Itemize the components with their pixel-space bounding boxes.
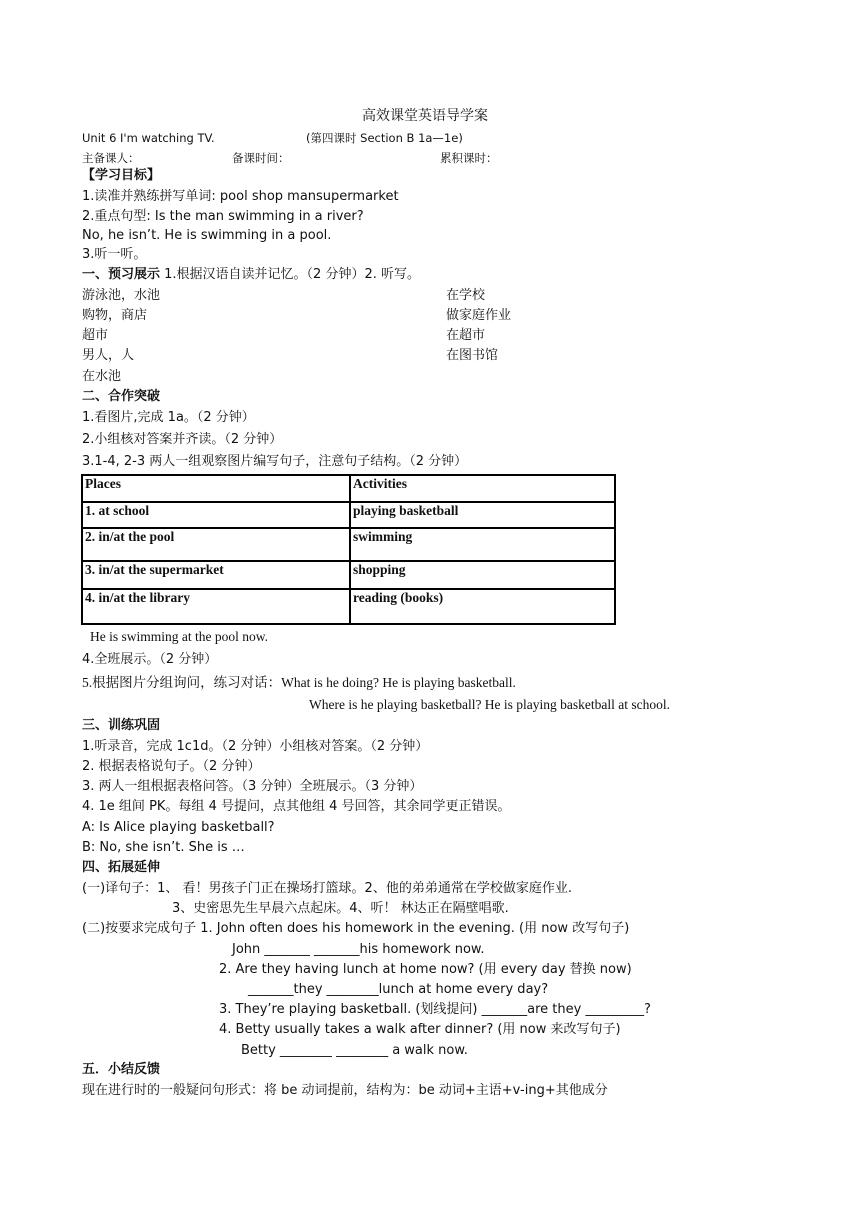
dialog-a: A: Is Alice playing basketball? [82, 820, 275, 835]
preview-line [82, 266, 420, 284]
rewrite-question-4: 4. Betty usually takes a walk after dinner? (用 now 来改写句子) [219, 1022, 621, 1037]
cooperate-heading: 二、合作突破 [82, 389, 161, 404]
summary-text: 现在进行时的一般疑问句形式：将 be 动词提前，结构为：be 动词+主语+v-ing+其他成分 [82, 1083, 608, 1098]
rewrite-answer-2: _______they ________lunch at home every day? [248, 982, 549, 997]
unit-title: Unit 6 I'm watching TV. [82, 131, 215, 145]
table-cell-activity: reading (books) [350, 589, 615, 624]
places-activities-table [81, 474, 616, 625]
doc-title: 高效课堂英语导学案 [362, 108, 488, 124]
practice-item-4: 4. 1e 组间 PK。每组 4 号提问，点其他组 4 号回答，其余同学更正错误。 [82, 799, 511, 814]
cooperate-item-1: 1.看图片,完成 1a。（2 分钟） [82, 410, 255, 425]
preview-right-1: 做家庭作业 [446, 308, 512, 323]
table-row [82, 589, 615, 624]
rewrite-answer-1: John _______ _______his homework now. [232, 942, 485, 957]
cooperate-item-5b: Where is he playing basketball? He is playing basketball at school. [309, 697, 671, 712]
translate-line-1: (一)译句子：1、 看！男孩子门正在操场打篮球。2、他的弟弟通常在学校做家庭作业. [82, 881, 572, 896]
preview-left-3: 男人，人 [82, 348, 135, 363]
table-row [82, 502, 615, 528]
preview-right-0: 在学校 [446, 288, 486, 303]
practice-item-3: 3. 两人一组根据表格问答。（3 分钟）全班展示。（3 分钟） [82, 779, 423, 794]
planner-label: 主备课人： [82, 151, 140, 165]
practice-item-2: 2. 根据表格说句子。（2 分钟） [82, 759, 261, 774]
table-cell-activity: playing basketball [350, 502, 615, 528]
practice-heading: 三、训练巩固 [82, 718, 161, 733]
rewrite-question-2: 2. Are they having lunch at home now? (用 every day 替换 now) [219, 962, 632, 977]
cooperate-item-2: 2.小组核对答案并齐读。（2 分钟） [82, 432, 283, 447]
dialog-b: B: No, she isn’t. She is … [82, 840, 245, 855]
practice-item-1: 1.听录音，完成 1c1d。（2 分钟）小组核对答案。（2 分钟） [82, 739, 429, 754]
total-periods-label: 累积课时： [440, 151, 498, 165]
table-cell-place: 3. in/at the supermarket [82, 561, 350, 589]
period-info: (第四课时 Section B 1a—1e) [306, 131, 463, 145]
rewrite-intro: (二)按要求完成句子 1. John often does his homework in the evening. (用 now 改写句子) [82, 921, 630, 936]
preview-heading: 一、预习展示 [82, 267, 161, 282]
goal-item-3: 3.听一听。 [82, 247, 147, 262]
preview-right-2: 在超市 [446, 328, 486, 343]
table-cell-place: 2. in/at the pool [82, 528, 350, 561]
goal-item-1: 1.读准并熟练拼写单词: pool shop mansupermarket [82, 189, 399, 204]
preview-left-4: 在水池 [82, 369, 122, 384]
table-row [82, 561, 615, 589]
table-cell-activity: shopping [350, 561, 615, 589]
prep-time-label: 备课时间： [232, 151, 290, 165]
table-header-activities: Activities [350, 475, 615, 502]
rewrite-question-3: 3. They’re playing basketball. (划线提问) _______are they _________? [219, 1002, 651, 1017]
goal-item-2: 2.重点句型: Is the man swimming in a river? [82, 209, 364, 224]
preview-right-3: 在图书馆 [446, 348, 499, 363]
table-cell-place: 4. in/at the library [82, 589, 350, 624]
preview-instruction: 1.根据汉语自读并记忆。（2 分钟）2. 听写。 [160, 267, 420, 282]
rewrite-answer-4: Betty ________ ________ a walk now. [241, 1043, 468, 1058]
goals-heading: 【学习目标】 [82, 168, 161, 183]
table-row [82, 528, 615, 561]
cooperate-item-5: 5.根据图片分组询问，练习对话：What is he doing? He is playing basketball. [82, 675, 516, 690]
preview-left-1: 购物，商店 [82, 308, 148, 323]
summary-heading: 五．小结反馈 [82, 1062, 161, 1077]
table-header-row [82, 475, 615, 502]
table-cell-place: 1. at school [82, 502, 350, 528]
cooperate-item-4: 4.全班展示。（2 分钟） [82, 652, 218, 667]
goal-item-2b: No, he isn’t. He is swimming in a pool. [82, 228, 332, 243]
preview-left-0: 游泳池，水池 [82, 288, 161, 303]
translate-line-2: 3、史密思先生早晨六点起床。4、听！ 林达正在隔壁唱歌. [172, 901, 509, 916]
table-cell-activity: swimming [350, 528, 615, 561]
table-header-places: Places [82, 475, 350, 502]
example-sentence: He is swimming at the pool now. [90, 629, 268, 644]
preview-left-2: 超市 [82, 328, 109, 343]
extend-heading: 四、拓展延伸 [82, 860, 161, 875]
cooperate-item-3: 3.1-4, 2-3 两人一组观察图片编写句子，注意句子结构。（2 分钟） [82, 454, 468, 469]
